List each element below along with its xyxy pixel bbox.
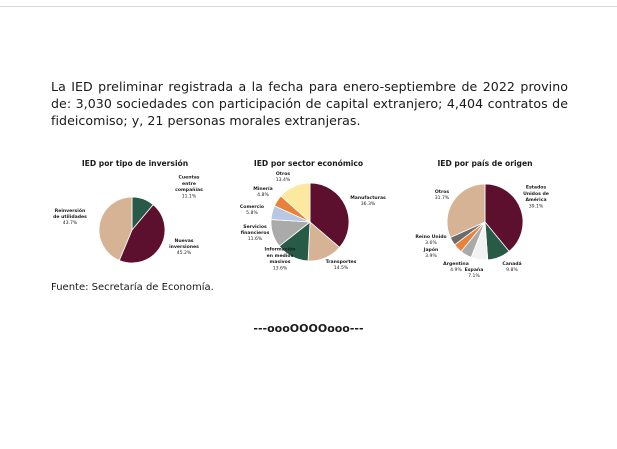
slice-label-otros: Otros 13.4% bbox=[275, 171, 291, 184]
section-separator: ---oooOOOOooo--- bbox=[253, 322, 364, 335]
pie-chart-pais-origen bbox=[398, 154, 572, 278]
source-note: Fuente: Secretaría de Economía. bbox=[51, 282, 214, 293]
slice-label-espana: España 7.1% bbox=[464, 267, 484, 278]
chart-panel-sector-economico bbox=[225, 154, 392, 278]
slice-label-transportes: Transportes 14.5% bbox=[325, 259, 357, 272]
intro-paragraph: La IED preliminar registrada a la fecha para enero-septiembre de 2022 provino de: 3,030 sociedades con participación de capital extranjero; 4,404 contratos de fideicomiso; y, 21 personas morales extranjeras. bbox=[51, 79, 568, 128]
slice-label-cuentas-entre-companias: Cuentas entre compañías 11.1% bbox=[175, 175, 203, 200]
slice-label-argentina: Argentina 4.9% bbox=[443, 261, 469, 274]
slice-label-reinversion-de-utilidades: Reinversión de utilidades 43.7% bbox=[53, 208, 87, 227]
top-divider bbox=[0, 0, 617, 7]
slice-label-mineria: Minería 4.8% bbox=[253, 186, 273, 199]
chart-panel-tipo-inversion bbox=[51, 154, 219, 278]
chart-title: IED por sector económico bbox=[253, 159, 364, 168]
slice-label-nuevas-inversiones: Nuevas inversiones 45.2% bbox=[169, 238, 199, 257]
chart-title: IED por país de origen bbox=[437, 159, 533, 168]
slice-label-otros: Otros 31.7% bbox=[434, 189, 450, 202]
chart-panel-pais-origen bbox=[398, 154, 572, 278]
slice-label-comercio: Comercio 5.8% bbox=[239, 204, 265, 217]
slice-label-informacion-en-medios-masivos: Información en medios masivos 13.6% bbox=[264, 247, 296, 272]
slice-label-canada: Canadá 9.8% bbox=[502, 261, 522, 274]
slice-label-estados-unidos-de-america: Estados Unidos de América 39.1% bbox=[523, 185, 549, 210]
slice-label-manufacturas: Manufacturas 36.3% bbox=[350, 195, 386, 208]
pie-chart-sector-economico bbox=[225, 154, 392, 278]
chart-title: IED por tipo de inversión bbox=[81, 159, 189, 168]
pie-chart-tipo-inversion bbox=[51, 154, 219, 278]
slice-label-japon: Japón 3.9% bbox=[423, 247, 439, 260]
slice-label-reino-unido: Reino Unido 3.6% bbox=[415, 234, 447, 247]
slice-label-servicios-financieros: Servicios financieros 11.6% bbox=[240, 224, 270, 243]
